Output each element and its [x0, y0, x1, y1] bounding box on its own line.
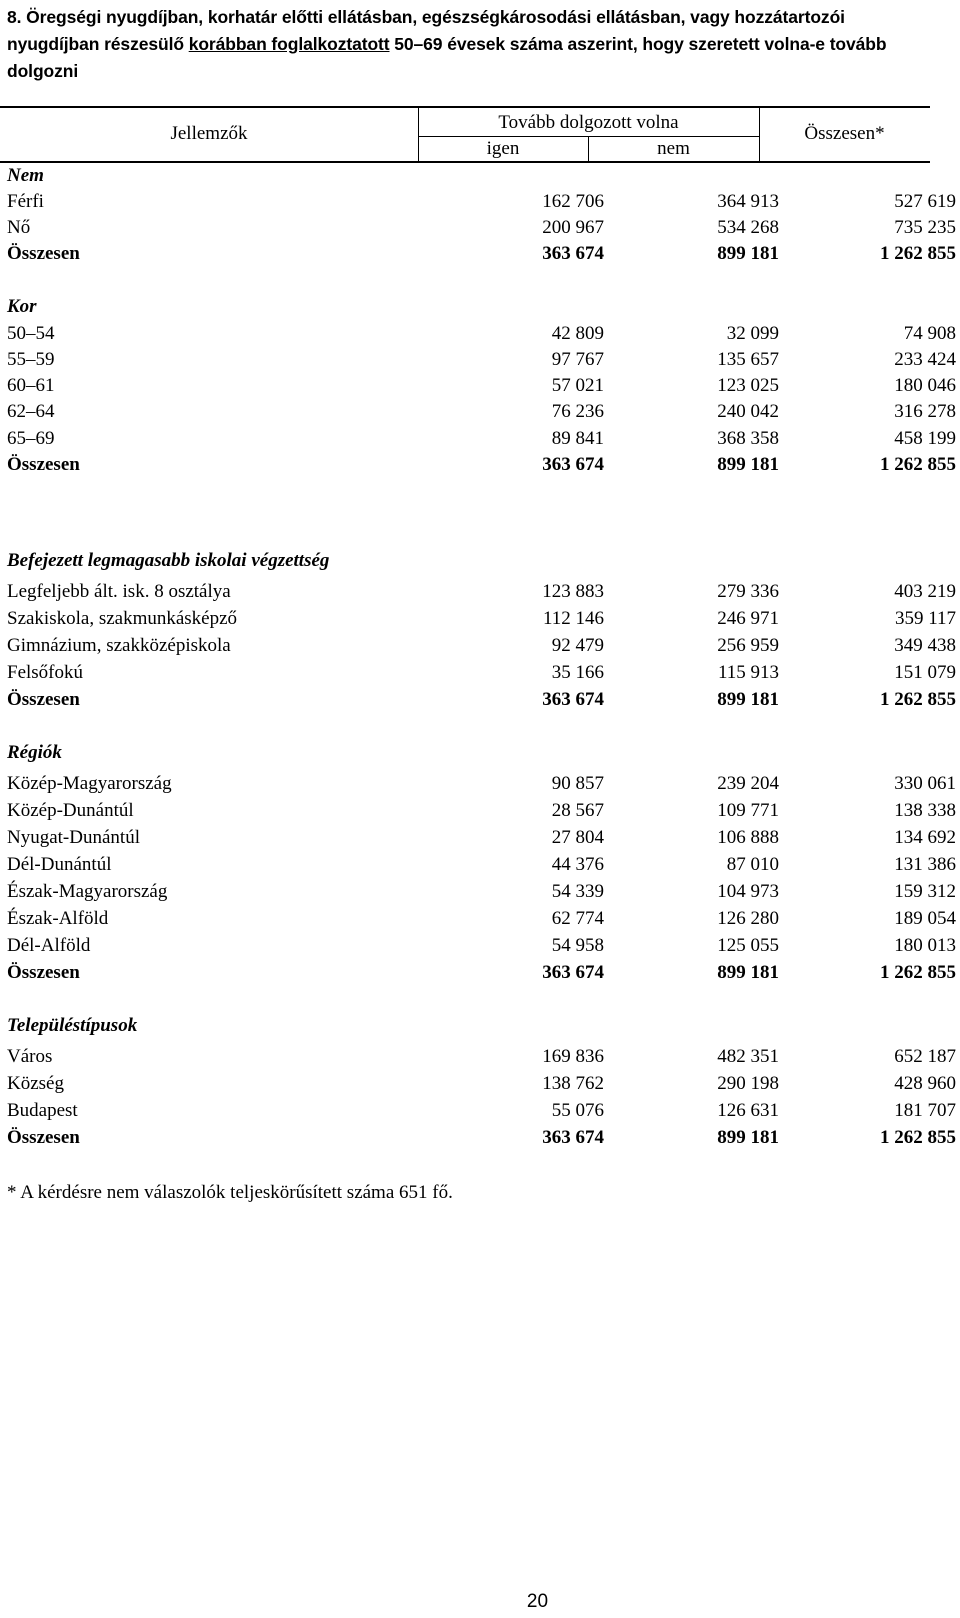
cell-nem: 899 181: [717, 689, 779, 710]
cell-igen: 90 857: [551, 773, 604, 794]
cell-igen: 89 841: [551, 428, 604, 449]
table-row-total: [0, 1125, 960, 1151]
row-label: Felsőfokú: [7, 662, 83, 683]
cell-osszesen: 180 046: [894, 375, 956, 396]
cell-osszesen: 134 692: [894, 827, 956, 848]
cell-igen: 97 767: [551, 349, 604, 370]
cell-igen: 35 166: [551, 662, 604, 683]
cell-igen: 54 958: [551, 935, 604, 956]
title-text-end: 50–69 évesek száma aszerint, hogy szeretett volna-e tovább dolgozni: [7, 34, 887, 81]
table-row-total: [0, 241, 960, 267]
cell-igen: 200 967: [542, 217, 604, 238]
cell-nem: 109 771: [717, 800, 779, 821]
table-row: [0, 879, 960, 905]
header-igen: igen: [486, 138, 520, 159]
cell-nem: 899 181: [717, 1127, 779, 1148]
table-row: [0, 347, 960, 373]
cell-osszesen: 233 424: [894, 349, 956, 370]
cell-osszesen: 151 079: [894, 662, 956, 683]
cell-nem: 32 099: [726, 323, 779, 344]
cell-igen: 55 076: [551, 1100, 604, 1121]
cell-osszesen: 316 278: [894, 401, 956, 422]
cell-osszesen: 1 262 855: [880, 1127, 956, 1148]
row-label: Férfi: [7, 191, 44, 212]
section-kor: Kor: [7, 296, 37, 317]
row-label: Szakiskola, szakmunkásképző: [7, 608, 238, 629]
cell-igen: 363 674: [542, 962, 604, 983]
table-row: [0, 633, 960, 659]
table-row: [0, 1098, 960, 1124]
cell-nem: 364 913: [717, 191, 779, 212]
cell-nem: 125 055: [717, 935, 779, 956]
row-label: 50–54: [7, 323, 55, 344]
cell-osszesen: 159 312: [894, 881, 956, 902]
header-jellemzok: Jellemzők: [170, 123, 248, 144]
row-label: Összesen: [7, 454, 80, 475]
cell-nem: 240 042: [717, 401, 779, 422]
cell-nem: 115 913: [717, 662, 779, 683]
page-number: 20: [526, 1591, 549, 1612]
cell-osszesen: 349 438: [894, 635, 956, 656]
title-text-start: 8. Öregségi nyugdíjban, korhatár előtti ellátásban, egészségkárosodási ellátásban, vagy hozzátartozói nyugdíjban részesülő: [7, 7, 845, 54]
cell-igen: 28 567: [551, 800, 604, 821]
cell-nem: 899 181: [717, 962, 779, 983]
cell-nem: 899 181: [717, 454, 779, 475]
row-label: Legfeljebb ált. isk. 8 osztálya: [7, 581, 231, 602]
row-label: 62–64: [7, 401, 55, 422]
row-label: Gimnázium, szakközépiskola: [7, 635, 231, 656]
table-row: [0, 373, 960, 399]
footnote: * A kérdésre nem válaszolók teljeskörűsített száma 651 fő.: [7, 1182, 453, 1203]
cell-igen: 76 236: [551, 401, 604, 422]
table-row-total: [0, 687, 960, 713]
cell-osszesen: 1 262 855: [880, 689, 956, 710]
cell-osszesen: 131 386: [894, 854, 956, 875]
cell-osszesen: 74 908: [903, 323, 956, 344]
cell-igen: 92 479: [551, 635, 604, 656]
table-row: [0, 606, 960, 632]
cell-igen: 42 809: [551, 323, 604, 344]
header-osszesen: Összesen*: [804, 123, 885, 144]
cell-nem: 87 010: [726, 854, 779, 875]
cell-nem: 106 888: [717, 827, 779, 848]
cell-nem: 104 973: [717, 881, 779, 902]
cell-osszesen: 403 219: [894, 581, 956, 602]
cell-osszesen: 181 707: [894, 1100, 956, 1121]
row-label: Nyugat-Dunántúl: [7, 827, 140, 848]
cell-igen: 112 146: [542, 608, 604, 629]
cell-osszesen: 189 054: [894, 908, 956, 929]
row-label: 55–59: [7, 349, 55, 370]
header-nem: nem: [657, 138, 690, 159]
cell-nem: 123 025: [717, 375, 779, 396]
row-label: Összesen: [7, 243, 80, 264]
cell-nem: 534 268: [717, 217, 779, 238]
table-row: [0, 933, 960, 959]
row-label: Város: [7, 1046, 53, 1067]
table-row: [0, 771, 960, 797]
cell-igen: 123 883: [542, 581, 604, 602]
table-row: [0, 906, 960, 932]
table-row: [0, 660, 960, 686]
row-label: Nő: [7, 217, 31, 238]
cell-osszesen: 138 338: [894, 800, 956, 821]
cell-igen: 57 021: [551, 375, 604, 396]
table-row: [0, 1071, 960, 1097]
row-label: Közép-Magyarország: [7, 773, 172, 794]
row-label: Budapest: [7, 1100, 78, 1121]
cell-igen: 62 774: [551, 908, 604, 929]
row-label: Dél-Alföld: [7, 935, 91, 956]
cell-osszesen: 1 262 855: [880, 454, 956, 475]
table-row: [0, 1044, 960, 1070]
table-row: [0, 399, 960, 425]
cell-osszesen: 735 235: [894, 217, 956, 238]
cell-osszesen: 652 187: [894, 1046, 956, 1067]
header-top-rule: [0, 106, 930, 108]
cell-nem: 482 351: [717, 1046, 779, 1067]
table-row-total: [0, 960, 960, 986]
section-vegzettseg: Befejezett legmagasabb iskolai végzettség: [7, 550, 330, 571]
cell-nem: 126 280: [717, 908, 779, 929]
cell-igen: 27 804: [551, 827, 604, 848]
table-row: [0, 579, 960, 605]
table-row: [0, 426, 960, 452]
cell-osszesen: 1 262 855: [880, 243, 956, 264]
cell-nem: 368 358: [717, 428, 779, 449]
table-row: [0, 852, 960, 878]
cell-nem: 290 198: [717, 1073, 779, 1094]
header-tovabb: Tovább dolgozott volna: [498, 112, 679, 133]
title-underlined: korábban foglalkoztatott: [188, 34, 390, 54]
cell-osszesen: 180 013: [894, 935, 956, 956]
table-row: [0, 798, 960, 824]
cell-igen: 363 674: [542, 1127, 604, 1148]
row-label: Észak-Alföld: [7, 908, 109, 929]
cell-igen: 44 376: [551, 854, 604, 875]
table-row: [0, 321, 960, 347]
cell-igen: 363 674: [542, 454, 604, 475]
table-title: [7, 4, 942, 85]
cell-osszesen: 458 199: [894, 428, 956, 449]
table-row-total: [0, 452, 960, 478]
cell-igen: 363 674: [542, 689, 604, 710]
row-label: Összesen: [7, 1127, 80, 1148]
cell-igen: 138 762: [542, 1073, 604, 1094]
section-nem: Nem: [7, 165, 44, 186]
row-label: Összesen: [7, 689, 80, 710]
table-row: [0, 825, 960, 851]
cell-igen: 363 674: [542, 243, 604, 264]
cell-nem: 279 336: [717, 581, 779, 602]
cell-nem: 239 204: [717, 773, 779, 794]
row-label: Község: [7, 1073, 64, 1094]
row-label: 60–61: [7, 375, 55, 396]
cell-nem: 256 959: [717, 635, 779, 656]
cell-osszesen: 428 960: [894, 1073, 956, 1094]
header-bottom-rule: [0, 161, 930, 163]
section-telepules: Településtípusok: [7, 1015, 138, 1036]
cell-nem: 899 181: [717, 243, 779, 264]
cell-nem: 135 657: [717, 349, 779, 370]
row-label: 65–69: [7, 428, 55, 449]
table-row: [0, 189, 960, 215]
cell-osszesen: 330 061: [894, 773, 956, 794]
cell-nem: 126 631: [717, 1100, 779, 1121]
cell-igen: 169 836: [542, 1046, 604, 1067]
row-label: Összesen: [7, 962, 80, 983]
cell-igen: 54 339: [551, 881, 604, 902]
cell-igen: 162 706: [542, 191, 604, 212]
row-label: Dél-Dunántúl: [7, 854, 112, 875]
cell-osszesen: 1 262 855: [880, 962, 956, 983]
cell-nem: 246 971: [717, 608, 779, 629]
row-label: Közép-Dunántúl: [7, 800, 134, 821]
section-regiok: Régiók: [7, 742, 62, 763]
cell-osszesen: 359 117: [894, 608, 956, 629]
table-row: [0, 215, 960, 241]
row-label: Észak-Magyarország: [7, 881, 168, 902]
cell-osszesen: 527 619: [894, 191, 956, 212]
